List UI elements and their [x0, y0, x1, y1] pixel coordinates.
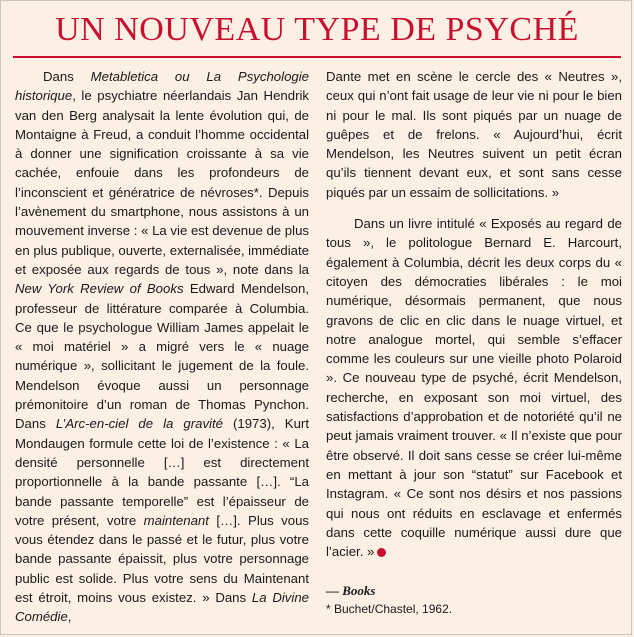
text-run: Dans	[43, 69, 91, 84]
left-paragraph	[15, 67, 309, 627]
end-mark-icon	[377, 548, 386, 557]
title-rule	[13, 56, 621, 58]
text-run: ,	[67, 609, 72, 625]
text-run: Dans un livre intitulé « Exposés au regard de tous », le politologue Bernard E. Harcourt, également à Columbia, décrit les deux corps du « citoyen des démocraties libérales : le moi numérique, désormais permanent, que nous gravons de clic en clic dans le nuage virtuel, et notre analogue mortel, qui semble s’effacer comme les couleurs sur une vieille photo Polaroid ». Ce nouveau type de psyché, écrit Mendelson, recherche, en exposant son moi virtuel, des satisfactions d’approbation et de notoriété qu’il ne peut jamais vraiment trouver. « Il n’existe que pour être observé. Il doit sans cesse se créer lui-même en mettant à jour son “statut” sur Facebook et Instagram. « Ce sont nos désirs et nos passions qui nous ont réduits en esclavage et enfermés dans cette coquille numérique aussi dure que l’acier. »	[326, 216, 622, 560]
book-title-gravity: L’Arc-en-ciel de la gravité	[55, 416, 223, 432]
text-run: […]. Plus vous vous étendez dans le passé et le futur, plus votre bande passante épaissit, plus votre personnage public est solide. Plus votre sens du Maintenant est étroit, moins vous existez. » Dans	[15, 512, 309, 606]
text-run: Edward Mendelson, professeur de littérature comparée à Columbia. Ce que le psychologue William James appelait le « moi matériel » a migré vers le « nuage numérique », sollicitant le jugement de la foule. Mendelson évoque aussi un personnage prémonitoire d’un roman de Thomas Pynchon. Dans	[15, 281, 309, 432]
right-column	[326, 67, 622, 561]
book-title-divine-comedy: La Divine Comédie	[15, 590, 309, 625]
text-run: (1973), Kurt Mondaugen formule cette loi de l’existence : « La densité personnelle […] est directement proportionnelle à la bande passante […]. “La bande passante temporelle” est l’épaisseur de votre présent, votre	[15, 416, 309, 528]
left-column	[15, 67, 309, 627]
emphasis-maintenant: maintenant	[143, 512, 209, 528]
text-run: , le psychiatre néerlandais Jan Hendrik van den Berg analysait la lente évolution qui, de Montaigne à Freud, a conduit l’homme occidental à donner une signification croissante à sa vie cachée, enfouie dans les profondeurs de l’inconscient et génératrice de névroses*. Depuis l’avènement du smartphone, nous assistons à un mouvement inverse : « La vie est devenue de plus en plus publique, ouverte, externalisée, immédiate et exposée aux regards de tous », note dans la	[15, 88, 309, 277]
right-paragraph-2	[326, 214, 622, 561]
source-credit: — Books	[326, 583, 376, 598]
publication-title-nyrb: New York Review of Books	[15, 281, 184, 297]
article-title: UN NOUVEAU TYPE DE PSYCHÉ	[55, 11, 579, 48]
book-title-metabletica: Metabletica ou La Psychologie historique	[15, 69, 310, 104]
right-paragraph-1: Dante met en scène le cercle des « Neutres », ceux qui n’ont fait usage de leur vie ni pour le bien ni pour le mal. Ils sont piqués par un nuage de guêpes et de frelons. « Aujourd’hui, écrit Mendelson, les Neutres suivent un petit écran qu’ils tiennent devant eux, et sont sans cesse piqués par un essaim de sollicitations. »	[326, 69, 622, 200]
footnote: * Buchet/Chastel, 1962.	[326, 602, 453, 616]
